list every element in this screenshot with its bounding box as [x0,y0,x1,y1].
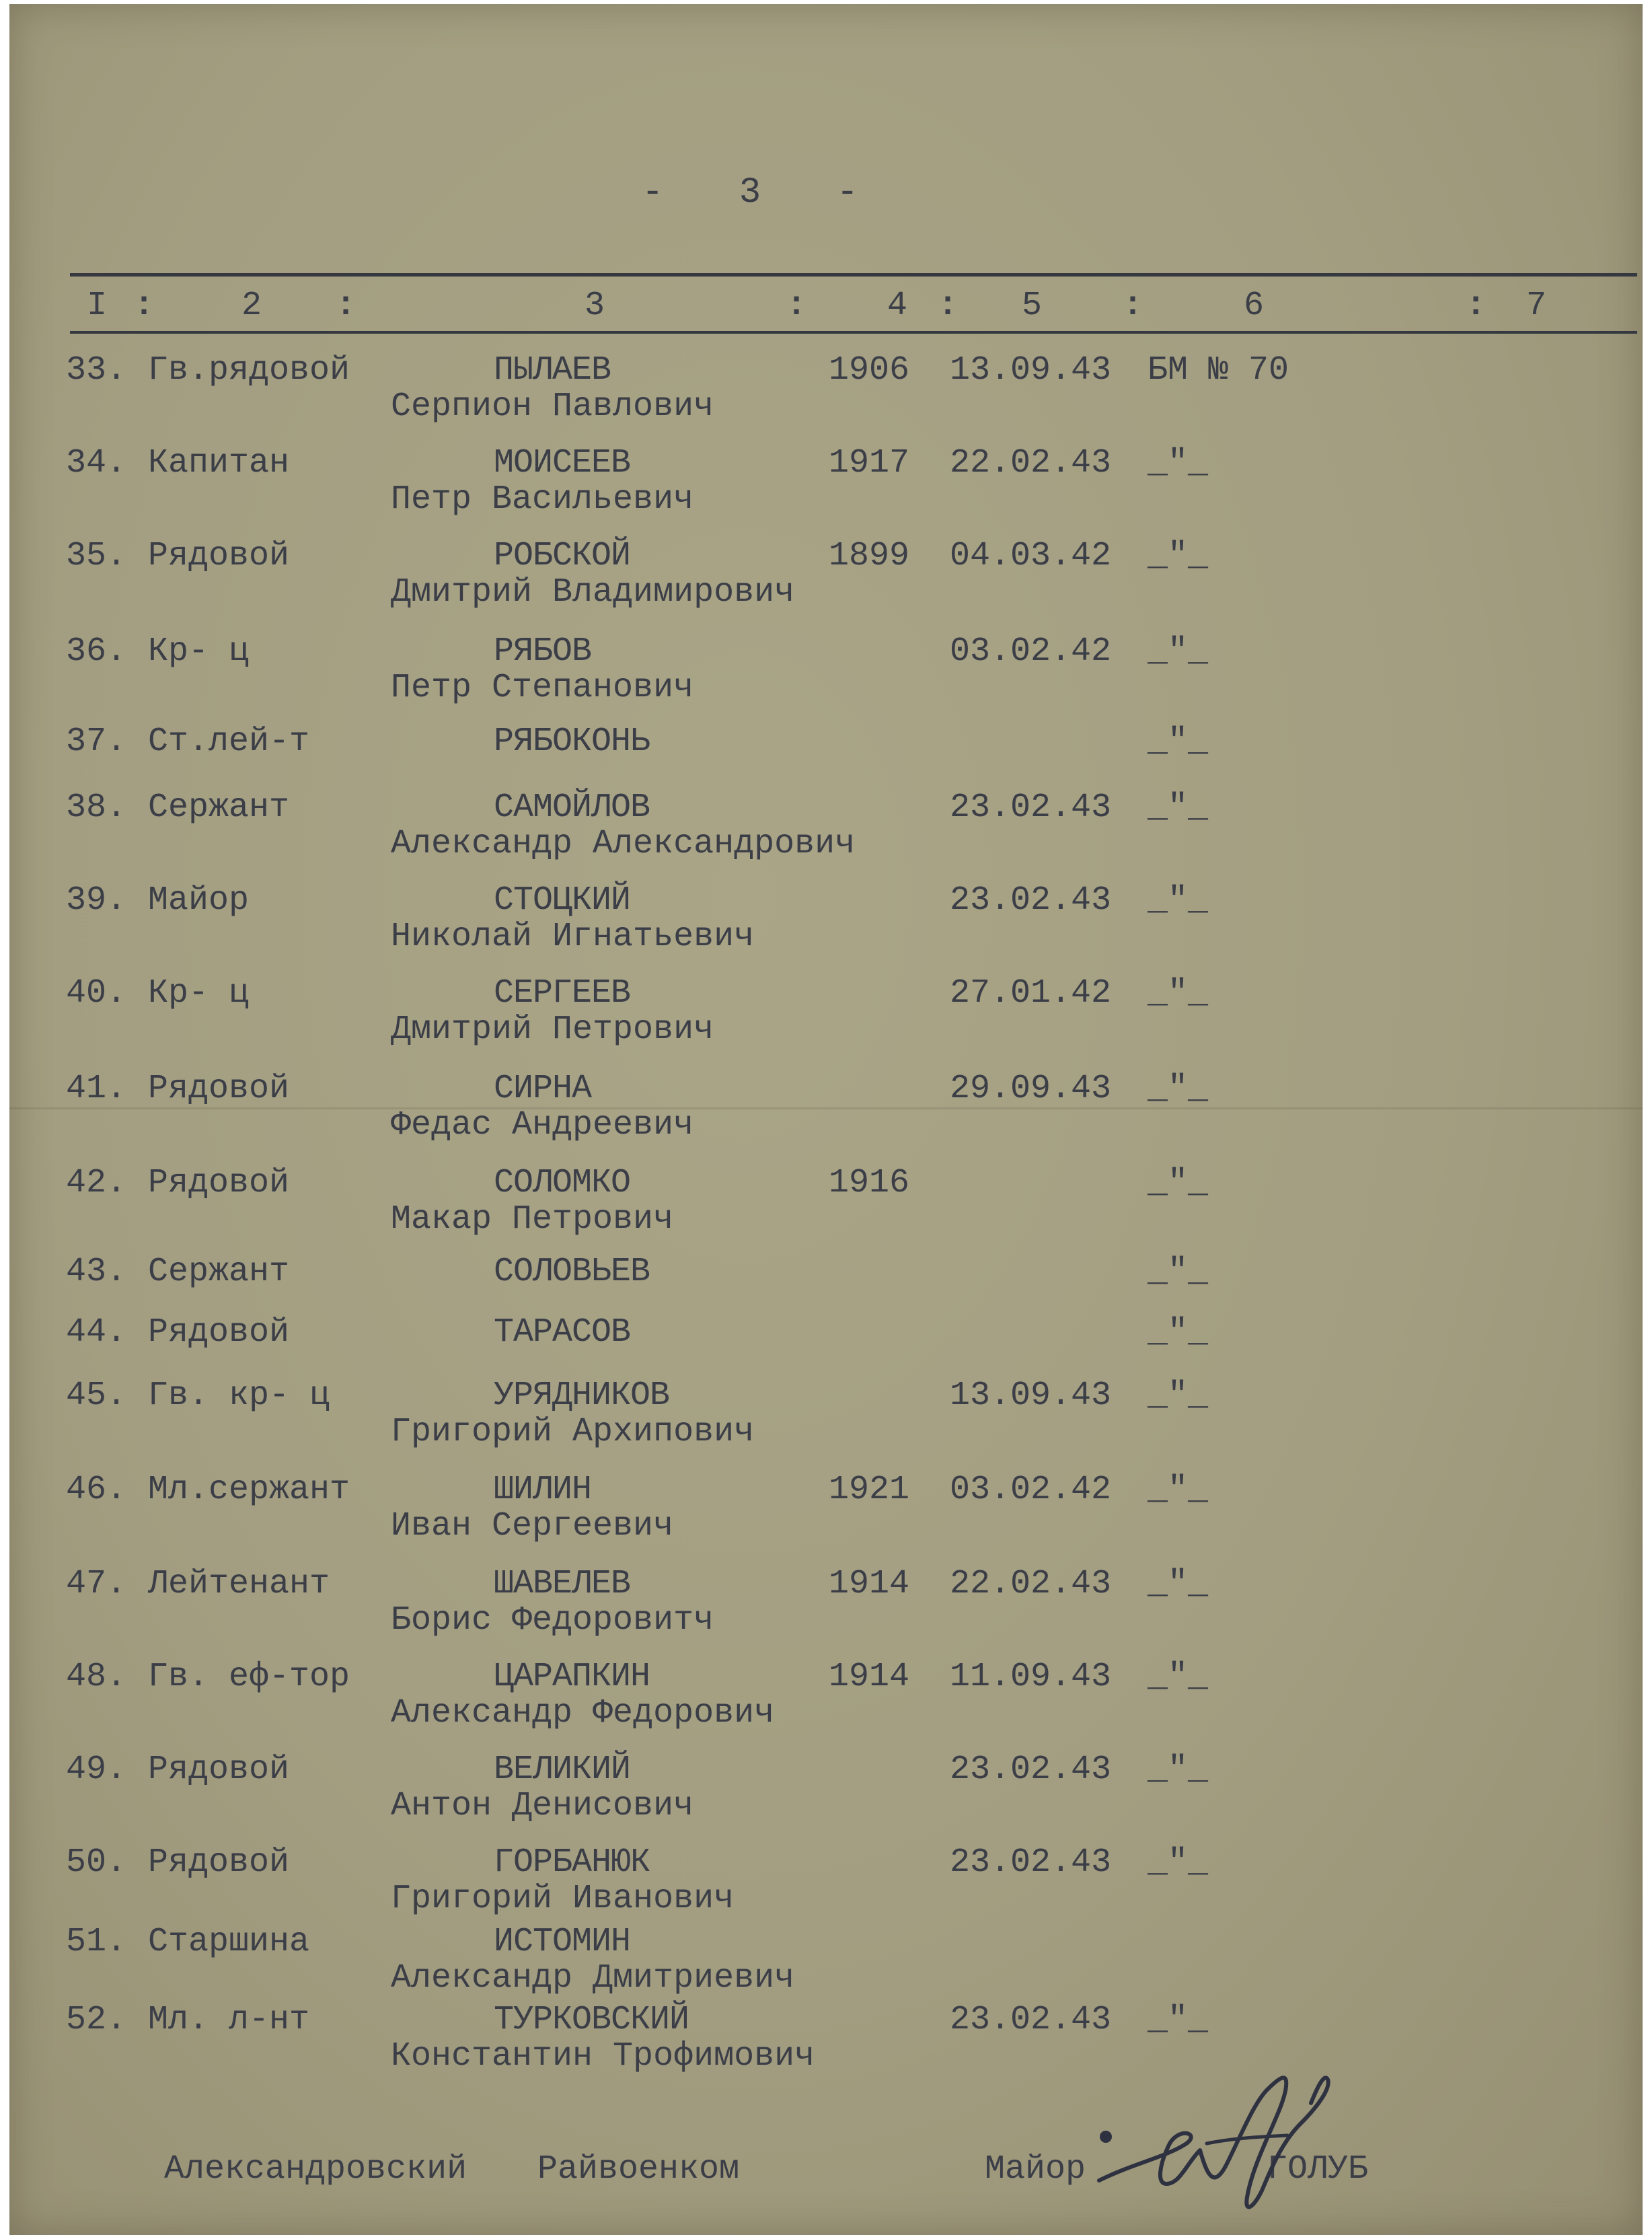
date: 22.02.43 [950,444,1112,482]
row-number: 44. [66,1313,127,1352]
military-rank: Рядовой [148,1751,290,1789]
date: 04.03.42 [950,537,1112,575]
citation: _"_ [1148,632,1209,671]
military-rank: Кр- ц [148,632,250,671]
column-header-5: 5 [1022,287,1043,325]
citation: _"_ [1148,1751,1209,1789]
citation: _"_ [1148,537,1209,575]
citation: _"_ [1148,1565,1209,1603]
district-name: Александровский [164,2150,467,2189]
surname: РЯБОКОНЬ [494,723,650,761]
surname: РОБСКОЙ [494,537,631,575]
date: 23.02.43 [950,1751,1112,1789]
column-header-7: 7 [1526,287,1547,325]
column-header-3: 3 [585,287,605,325]
military-rank: Рядовой [148,1313,290,1352]
row-number: 40. [66,974,127,1013]
column-header-4: 4 [887,287,908,325]
surname: ВЕЛИКИЙ [494,1751,631,1789]
birth-year: 1921 [829,1471,910,1509]
given-name: Александр Александрович [391,825,856,863]
military-rank: Рядовой [148,1164,290,1202]
table-row [9,444,1643,534]
table-row [9,788,1643,879]
table-row [9,351,1643,441]
military-rank: Рядовой [148,1070,290,1108]
given-name: Александр Федорович [391,1694,775,1732]
surname: ПЫЛАЕВ [494,351,611,390]
column-header-6: 6 [1244,287,1265,325]
column-separator: : [1123,287,1143,325]
military-rank: Капитан [148,444,290,482]
given-name: Григорий Иванович [391,1880,735,1918]
date: 03.02.42 [950,1471,1112,1509]
given-name: Дмитрий Владимирович [391,573,795,612]
row-number: 34. [66,444,127,482]
column-separator: : [336,287,356,325]
surname: УРЯДНИКОВ [494,1377,670,1415]
row-number: 49. [66,1751,127,1789]
row-number: 48. [66,1658,127,1696]
surname: МОИСЕЕВ [494,444,631,482]
row-number: 51. [66,1923,127,1961]
table-row [9,1565,1643,1655]
birth-year: 1899 [829,537,910,575]
row-number: 35. [66,537,127,575]
military-rank: Сержант [148,788,290,827]
column-header-1: I [87,287,108,325]
row-number: 38. [66,788,127,827]
military-rank: Рядовой [148,537,290,575]
military-rank: Гв. кр- ц [148,1377,330,1415]
row-number: 50. [66,1843,127,1882]
given-name: Григорий Архипович [391,1413,755,1451]
surname: СИРНА [494,1070,592,1108]
date: 11.09.43 [950,1658,1112,1696]
surname: СТОЦКИЙ [494,881,631,920]
date: 22.02.43 [950,1565,1112,1603]
table-row [9,1379,1643,1467]
military-rank: Лейтенант [148,1565,330,1603]
column-separator: : [134,287,155,325]
military-rank: Майор [148,881,250,920]
birth-year: 1914 [829,1658,910,1696]
row-number: 39. [66,881,127,920]
given-name: Борис Федоровитч [391,1601,714,1640]
citation: _"_ [1148,1253,1209,1291]
row-number: 37. [66,723,127,761]
citation: _"_ [1148,2001,1209,2039]
military-rank: Мл.сержант [148,1471,350,1509]
table-top-rule [70,273,1637,277]
surname: САМОЙЛОВ [494,788,650,827]
given-name: Петр Степанович [391,669,694,707]
row-number: 43. [66,1253,127,1291]
given-name: Серпион Павлович [391,388,714,426]
citation: _"_ [1148,788,1209,827]
document-page [9,4,1643,2235]
military-rank: Рядовой [148,1843,290,1882]
date: 23.02.43 [950,1843,1112,1882]
military-rank: Гв. еф-тор [148,1658,350,1696]
surname: ГОРБАНЮК [494,1843,650,1882]
date: 03.02.42 [950,632,1112,671]
column-separator: : [786,287,807,325]
date: 13.09.43 [950,351,1112,390]
column-header-2: 2 [241,287,262,325]
date: 23.02.43 [950,881,1112,920]
row-number: 42. [66,1164,127,1202]
surname: ШИЛИН [494,1471,592,1509]
column-separator: : [938,287,959,325]
table-row [9,2001,1643,2091]
military-rank: Ст.лей-т [148,723,310,761]
given-name: Макар Петрович [391,1200,674,1239]
column-separator: : [1466,287,1487,325]
surname: ИСТОМИН [494,1923,631,1961]
surname: СОЛОМКО [494,1164,631,1202]
citation: _"_ [1148,1313,1209,1352]
military-rank: Сержант [148,1253,290,1291]
birth-year: 1906 [829,351,910,390]
surname: ТУРКОВСКИЙ [494,2001,689,2039]
citation: _"_ [1148,1164,1209,1202]
date: 29.09.43 [950,1070,1112,1108]
given-name: Константин Трофимович [391,2037,815,2076]
date: 13.09.43 [950,1377,1112,1415]
row-number: 47. [66,1565,127,1603]
date: 23.02.43 [950,788,1112,827]
birth-year: 1914 [829,1565,910,1603]
table-header-rule [70,331,1637,334]
given-name: Федас Андреевич [391,1106,694,1144]
military-rank: Мл. л-нт [148,2001,310,2039]
table-row [9,1473,1643,1561]
table-row [9,1164,1643,1254]
citation: _"_ [1148,723,1209,761]
table-row [9,1843,1643,1934]
citation: _"_ [1148,444,1209,482]
row-number: 36. [66,632,127,671]
citation: _"_ [1148,1471,1209,1509]
surname: СОЛОВЬЕВ [494,1253,650,1291]
citation: _"_ [1148,974,1209,1013]
birth-year: 1917 [829,444,910,482]
table-row [9,1660,1643,1748]
military-rank: Кр- ц [148,974,250,1013]
citation: _"_ [1148,1070,1209,1108]
date: 23.02.43 [950,2001,1112,2039]
citation: БМ № 70 [1148,351,1289,390]
given-name: Александр Дмитриевич [391,1959,795,1997]
citation: _"_ [1148,1843,1209,1882]
signer-rank: Майор [985,2150,1086,2189]
handwritten-signature [1086,2063,1341,2217]
given-name: Дмитрий Петрович [391,1011,714,1049]
row-number: 46. [66,1471,127,1509]
date: 27.01.42 [950,974,1112,1013]
given-name: Николай Игнатьевич [391,918,755,956]
military-rank: Гв.рядовой [148,351,350,390]
citation: _"_ [1148,881,1209,920]
row-number: 41. [66,1070,127,1108]
table-row [9,537,1643,627]
row-number: 45. [66,1377,127,1415]
citation: _"_ [1148,1377,1209,1415]
birth-year: 1916 [829,1164,910,1202]
table-row [9,1925,1643,2013]
table-row [9,1753,1643,1841]
table-row [9,1072,1643,1160]
surname: ШАВЕЛЕВ [494,1565,631,1603]
table-row [9,974,1643,1064]
military-rank: Старшина [148,1923,310,1961]
given-name: Антон Денисович [391,1787,694,1825]
table-row [9,632,1643,723]
given-name: Иван Сергеевич [391,1507,674,1545]
row-number: 33. [66,351,127,390]
page-number: - 3 - [642,172,886,213]
surname: СЕРГЕЕВ [494,974,631,1013]
surname: РЯБОВ [494,632,592,671]
citation: _"_ [1148,1658,1209,1696]
surname: ЦАРАПКИН [494,1658,650,1696]
table-row [9,881,1643,971]
given-name: Петр Васильевич [391,480,694,519]
office-title: Райвоенком [537,2150,740,2189]
surname: ТАРАСОВ [494,1313,631,1352]
signer-surname: ГОЛУБ [1267,2150,1369,2189]
row-number: 52. [66,2001,127,2039]
